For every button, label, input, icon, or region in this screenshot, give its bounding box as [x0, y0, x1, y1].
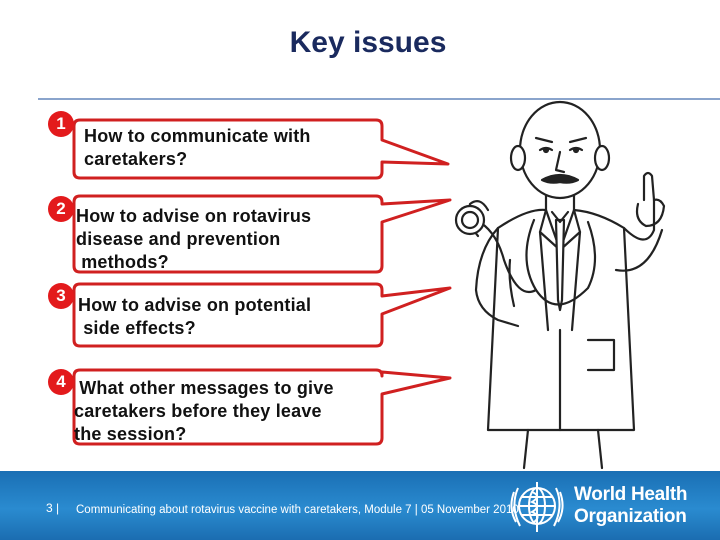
issue-line: caretakers?	[84, 149, 188, 169]
issue-line: disease and prevention	[76, 229, 281, 249]
issue-text-2	[76, 205, 311, 274]
issue-number-badge-2: 2	[48, 196, 74, 222]
issue-line: What other messages to give	[74, 378, 334, 398]
issue-text-3	[78, 294, 311, 340]
issue-line: side effects?	[78, 318, 196, 338]
doctor-illustration	[448, 100, 678, 470]
issue-text-4	[74, 377, 334, 446]
issue-number-badge-1: 1	[48, 111, 74, 137]
footer-caption: Communicating about rotavirus vaccine with caretakers, Module 7 | 05 November 2010	[76, 504, 519, 516]
issue-number-badge-4: 4	[48, 369, 74, 395]
issue-line: How to communicate with	[84, 126, 311, 146]
issue-line: methods?	[76, 252, 169, 272]
page-number: 3 |	[46, 501, 60, 515]
who-wordmark-line2: Organization	[574, 506, 687, 527]
slide-title: Key issues	[289, 26, 447, 59]
issue-line: How to advise on potential	[78, 295, 312, 315]
who-wordmark-line1: World Health	[574, 484, 688, 505]
who-wordmark	[574, 484, 687, 528]
issue-line: the session?	[74, 424, 187, 444]
issue-line: caretakers before they leave	[74, 401, 322, 421]
issue-number-badge-3: 3	[48, 283, 74, 309]
issue-text-1	[84, 125, 311, 171]
issue-line: How to advise on rotavirus	[76, 206, 312, 226]
who-emblem-icon	[506, 478, 568, 536]
